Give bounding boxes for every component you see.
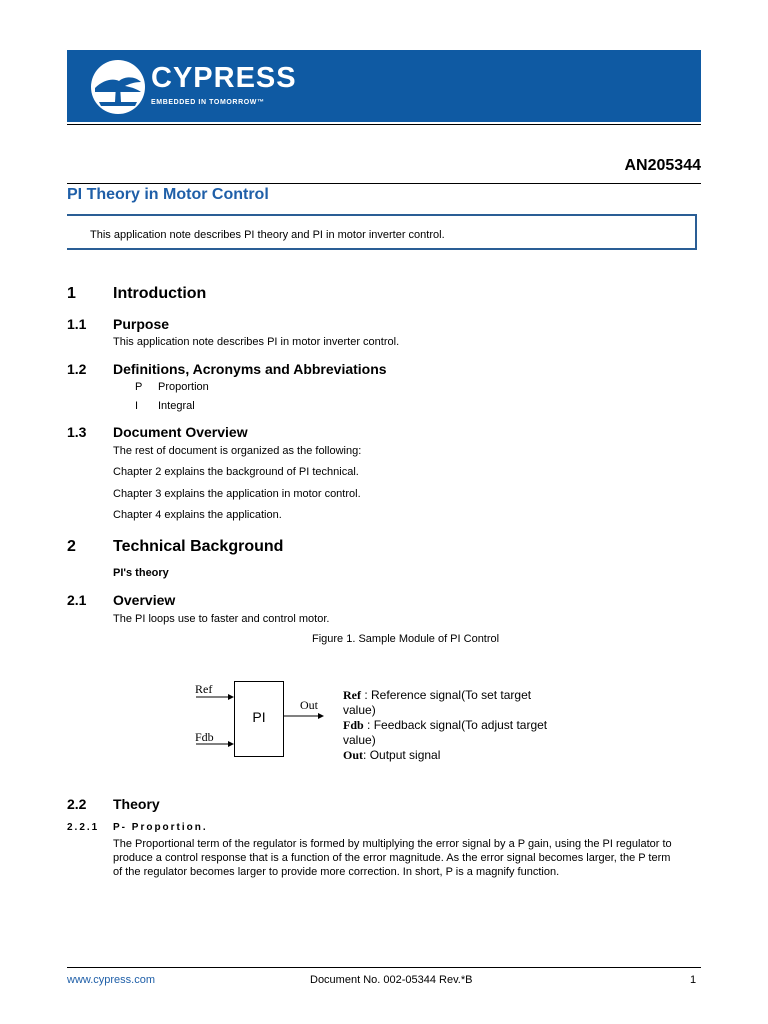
section-1-3-title: Document Overview [113, 424, 248, 440]
header-rule [67, 124, 701, 125]
section-1-3-number: 1.3 [67, 424, 87, 440]
legend-key: Fdb [343, 718, 364, 732]
input-label-fdb: Fdb [195, 730, 214, 744]
title-rule [67, 183, 701, 184]
section-2-2-1-number: 2.2.1 [67, 822, 100, 833]
section-2-2-number: 2.2 [67, 796, 87, 812]
overview-line: Chapter 2 explains the background of PI technical. [113, 466, 359, 478]
definition-term: P [135, 381, 143, 393]
brand-tagline: EMBEDDED IN TOMORROW™ [151, 99, 265, 106]
legend-sep: : [363, 748, 370, 762]
figure-caption: Figure 1. Sample Module of PI Control [312, 633, 500, 645]
abstract-box [67, 214, 697, 250]
footer-rule [67, 967, 701, 968]
header-banner [67, 50, 701, 122]
section-2-2-title: Theory [113, 796, 160, 812]
section-1-number: 1 [67, 285, 76, 302]
section-2-title: Technical Background [113, 538, 284, 555]
legend-key: Out [343, 748, 364, 762]
definition-desc: Proportion [158, 381, 209, 393]
section-1-1-number: 1.1 [67, 316, 87, 332]
legend-sep: : [361, 688, 372, 702]
legend-item [343, 718, 547, 748]
legend-item [343, 688, 531, 718]
document-id: AN205344 [624, 157, 701, 174]
overview-line: The rest of document is organized as the following: [113, 445, 362, 457]
proportion-line: The Proportional term of the regulator is formed by multiplying the error signal by a P gain, using the PI regulator to [113, 838, 672, 850]
cypress-logo-icon [89, 58, 147, 116]
abstract-text: This application note describes PI theory and PI in motor inverter control. [90, 229, 445, 241]
legend-desc-cont: value) [343, 703, 376, 717]
section-2-2-1-title: P- Proportion. [113, 822, 208, 833]
section-2-1-number: 2.1 [67, 592, 87, 608]
proportion-line: of the regulator becomes larger to provide more correction. In short, P is a magnify function. [113, 866, 560, 878]
definition-desc: Integral [158, 400, 195, 412]
section-1-1-title: Purpose [113, 316, 170, 332]
theory-label: PI's theory [113, 567, 169, 579]
input-label-ref: Ref [195, 682, 213, 696]
output-arrow [284, 713, 324, 719]
legend-desc: Output signal [369, 748, 441, 762]
section-1-2-title: Definitions, Acronyms and Abbreviations [113, 361, 387, 377]
section-2-number: 2 [67, 538, 76, 555]
pi-control-diagram [190, 672, 590, 772]
section-1-2-number: 1.2 [67, 361, 87, 377]
proportion-line: produce a control response that is a function of the error magnitude. As the error signal becomes larger, the P term [113, 852, 671, 864]
footer-website-link[interactable]: www.cypress.com [67, 974, 156, 986]
legend-desc: Feedback signal(To adjust target [373, 718, 548, 732]
pi-block-label: PI [252, 709, 266, 725]
footer-page-number: 1 [690, 974, 697, 986]
section-2-1-title: Overview [113, 592, 176, 608]
section-1-title: Introduction [113, 285, 207, 302]
section-2-1-text: The PI loops use to faster and control motor. [113, 613, 330, 625]
page-title: PI Theory in Motor Control [67, 186, 269, 203]
legend-key: Ref [343, 688, 361, 702]
output-label: Out [300, 698, 318, 712]
definition-term: I [135, 400, 139, 412]
overview-line: Chapter 4 explains the application. [113, 509, 282, 521]
footer-document-number: Document No. 002-05344 Rev.*B [310, 974, 473, 986]
legend-sep: : [363, 718, 374, 732]
overview-line: Chapter 3 explains the application in motor control. [113, 488, 361, 500]
legend-item [343, 748, 440, 763]
legend-desc-cont: value) [343, 733, 376, 747]
legend-desc: Reference signal(To set target [371, 688, 532, 702]
section-1-1-text: This application note describes PI in motor inverter control. [113, 336, 400, 348]
brand-name: CYPRESS [151, 62, 297, 94]
